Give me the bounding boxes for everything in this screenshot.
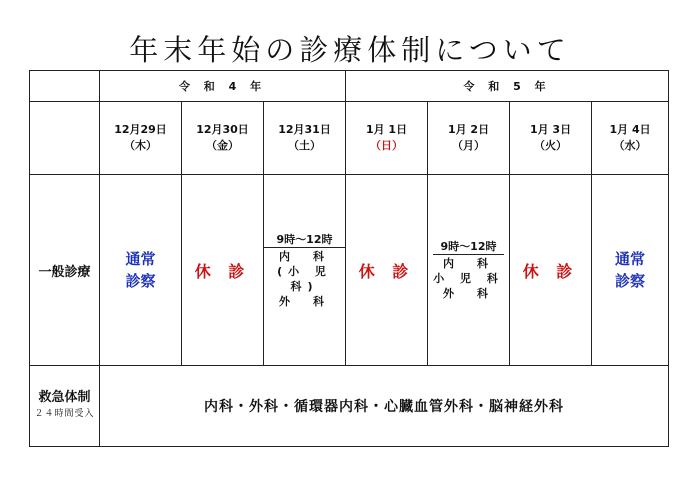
- date-label: 12月30日: [196, 123, 249, 136]
- weekday-label: （日）: [370, 139, 404, 152]
- row-label-emergency: [30, 366, 100, 447]
- row-label-general: 一般診療: [30, 175, 100, 366]
- date-cell: [510, 102, 592, 175]
- clinic-status-cell: [428, 175, 510, 366]
- date-cell: [428, 102, 510, 175]
- closed-text: 休 診: [358, 261, 415, 281]
- date-label: 12月29日: [114, 123, 167, 136]
- emergency-sub-label: ２４時間受入: [34, 409, 95, 419]
- date-label: 1月 2日: [447, 123, 490, 136]
- date-label: 1月 3日: [529, 123, 572, 136]
- department-label: 内 科: [443, 257, 495, 270]
- department-label: 内 科: [279, 249, 331, 263]
- normal-service-text: 診察: [125, 272, 156, 290]
- date-cell: [182, 102, 264, 175]
- weekday-label: （土）: [288, 139, 322, 152]
- schedule-table: [29, 70, 669, 447]
- closed-text: 休 診: [522, 261, 579, 281]
- weekday-label: （火）: [534, 139, 568, 152]
- corner-cell: [30, 102, 100, 175]
- era-header-r5: 令 和 5 年: [346, 71, 669, 102]
- normal-service-text: 診察: [615, 272, 646, 290]
- era-header-r4: 令 和 4 年: [100, 71, 346, 102]
- emergency-departments: 内科・外科・循環器内科・心臓血管外科・脳神経外科: [100, 366, 669, 447]
- date-label: 1月 1日: [365, 123, 408, 136]
- clinic-status-cell: [592, 175, 669, 366]
- date-cell: [100, 102, 182, 175]
- weekday-label: （木）: [124, 139, 157, 152]
- reduced-hours-block: [264, 232, 345, 309]
- date-cell: [264, 102, 346, 175]
- clinic-status-cell: [100, 175, 182, 366]
- date-label: 1月 4日: [609, 123, 651, 136]
- date-label: 12月31日: [278, 123, 331, 136]
- department-label: 外 科: [279, 294, 331, 308]
- page-title: 年末年始の診療体制について: [129, 33, 571, 67]
- department-label: 小 児 科: [433, 272, 504, 285]
- hours-label: 9時〜12時: [264, 232, 345, 248]
- weekday-label: （月）: [452, 139, 486, 152]
- normal-service-text: 通常: [615, 250, 646, 268]
- weekday-label: （金）: [206, 139, 239, 152]
- normal-service-text: 通常: [125, 250, 156, 268]
- clinic-status-cell: [346, 175, 428, 366]
- weekday-label: （水）: [613, 139, 647, 152]
- department-label: (小 児 科): [277, 264, 332, 293]
- reduced-hours-block: [433, 239, 504, 301]
- corner-cell: [30, 71, 100, 102]
- department-label: 外 科: [443, 287, 495, 300]
- hours-label: 9時〜12時: [433, 239, 504, 255]
- clinic-status-cell: [264, 175, 346, 366]
- closed-text: 休 診: [194, 261, 251, 281]
- clinic-status-cell: [510, 175, 592, 366]
- date-cell: [346, 102, 428, 175]
- clinic-status-cell: [182, 175, 264, 366]
- date-cell: [592, 102, 669, 175]
- emergency-label: 救急体制: [38, 390, 91, 405]
